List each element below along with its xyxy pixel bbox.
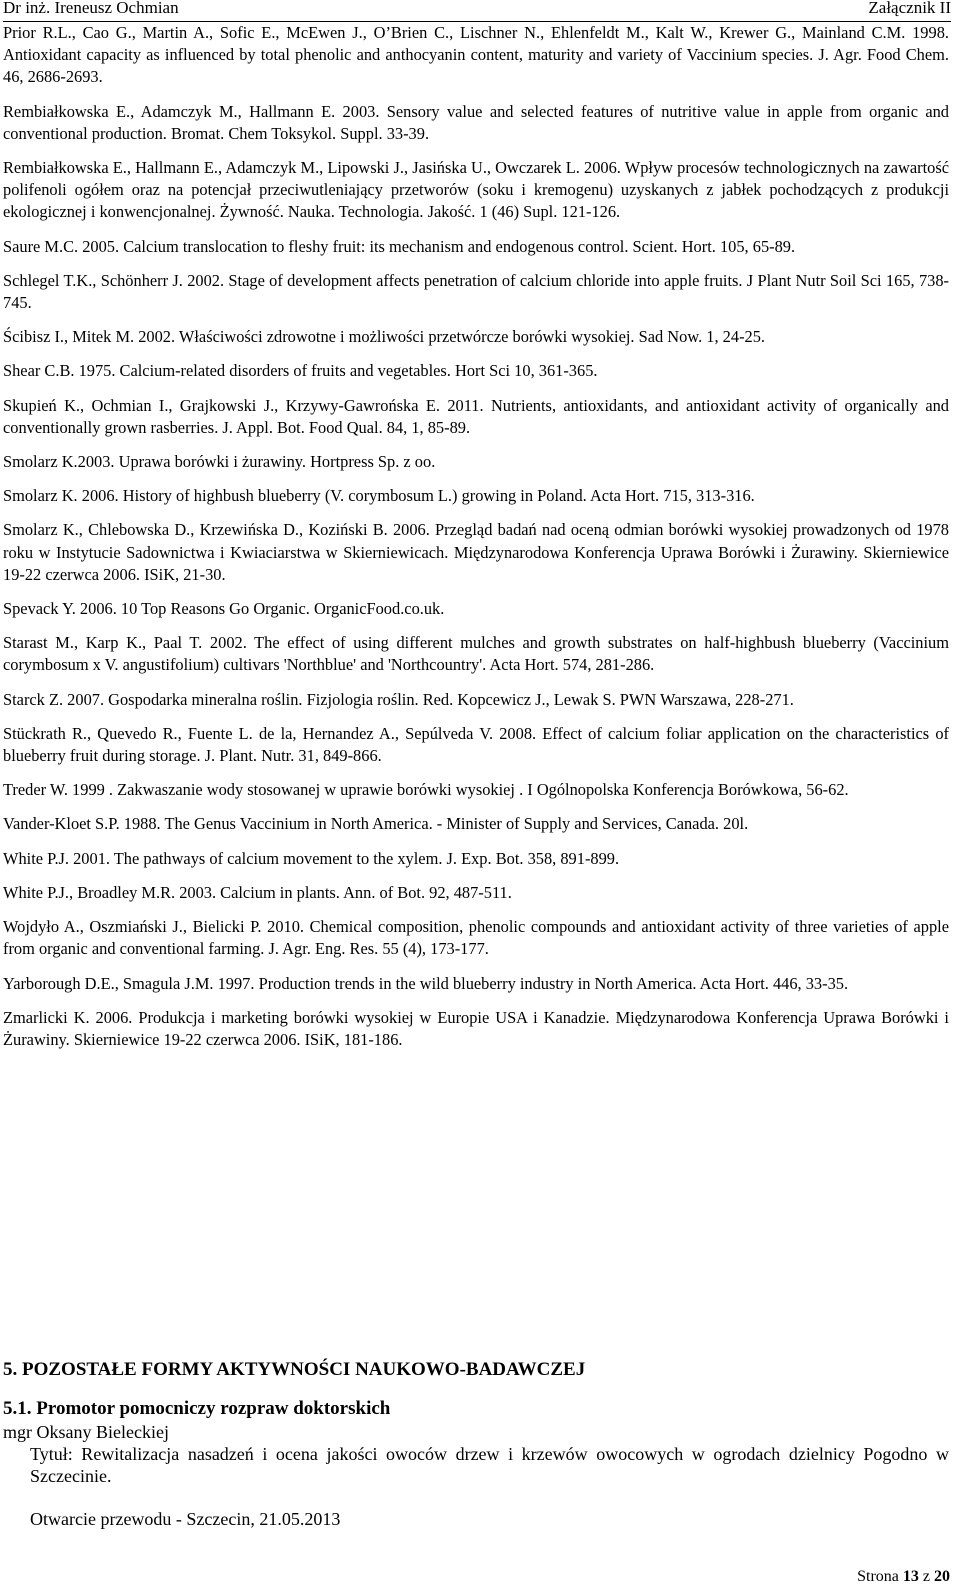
footer-prefix: Strona [857,1568,899,1585]
thesis-title: Tytuł: Rewitalizacja nasadzeń i ocena jakości owoców drzew i krzewów owocowych w ogrodach dzielnicy Pogodno w Szczecinie. [30,1444,949,1486]
reference-entry: Prior R.L., Cao G., Martin A., Sofic E., McEwen J., O’Brien C., Lischner N., Ehlenfeldt M., Kalt W., Krewer G., Mainland C.M. 1998. Antioxidant capacity as influenced by total phenolic and anthocyanin content, maturity and variety of Vaccinium species. J. Agr. Food Chem. 46, 2686-2693. [3,23,949,87]
reference-entry: Starck Z. 2007. Gospodarka mineralna roślin. Fizjologia roślin. Red. Kopcewicz J., Lewak S. PWN Warszawa, 228-271. [3,689,794,709]
reference-entry: Starast M., Karp K., Paal T. 2002. The effect of using different mulches and growth substrates on half-highbush blueberry (Vaccinium corymbosum x V. angustifolium) cultivars 'Northblue' and 'Northcountry'. Acta Hort. 574, 281-286. [3,633,949,675]
header-author: Dr inż. Ireneusz Ochmian [3,0,179,17]
reference-entry: Wojdyło A., Oszmiański J., Bielicki P. 2010. Chemical composition, phenolic compounds and antioxidant activity of three varieties of apple from organic and conventional farming. J. Agr. Eng. Res. 55 (4), 173-177. [3,917,949,959]
reference-entry: Smolarz K., Chlebowska D., Krzewińska D., Koziński B. 2006. Przegląd badań nad oceną odmian borówki wysokiej prowadzonych od 1978 roku w Instytucie Sadownictwa i Kwiaciarstwa w Skierniewicach. Międzynarodowa Konferencja Uprawa Borówki i Żurawiny. Skierniewice 19-22 czerwca 2006. ISiK, 21-30. [3,520,949,584]
reference-entry: White P.J., Broadley M.R. 2003. Calcium in plants. Ann. of Bot. 92, 487-511. [3,882,512,902]
reference-entry: White P.J. 2001. The pathways of calcium movement to the xylem. J. Exp. Bot. 358, 891-899. [3,848,620,868]
reference-entry: Zmarlicki K. 2006. Produkcja i marketing borówki wysokiej w Europie USA i Kanadzie. Międzynarodowa Konferencja Uprawa Borówki i Żurawiny. Skierniewice 19-22 czerwca 2006. ISiK, 181-186. [3,1007,949,1049]
thesis-opening: Otwarcie przewodu - Szczecin, 21.05.2013 [30,1509,341,1529]
reference-entry: Saure M.C. 2005. Calcium translocation to fleshy fruit: its mechanism and endogenous control. Scient. Hort. 105, 65-89. [3,236,796,256]
reference-entry: Shear C.B. 1975. Calcium-related disorders of fruits and vegetables. Hort Sci 10, 361-365. [3,361,598,381]
header-annex: Załącznik II [868,0,951,17]
doctoral-candidate: mgr Oksany Bieleckiej [3,1422,169,1442]
reference-entry: Skupień K., Ochmian I., Grajkowski J., Krzywy-Gawrońska E. 2011. Nutrients, antioxidants, and antioxidant activity of organically and conventionally grown rasberries. J. Appl. Bot. Food Qual. 84, 1, 85-89. [3,395,949,437]
reference-list [3,22,949,1063]
reference-entry: Smolarz K.2003. Uprawa borówki i żurawiny. Hortpress Sp. z oo. [3,452,436,472]
reference-entry: Rembiałkowska E., Hallmann E., Adamczyk M., Lipowski J., Jasińska U., Owczarek L. 2006. Wpływ procesów technologicznych na zawartość polifenoli ogółem oraz na potencjał przeciwutleniający przetworów (soku i kremogenu) uzyskanych z jabłek pochodzących z produkcji ekologicznej i konwencjonalnej. Żywność. Nauka. Technologia. Jakość. 1 (46) Supl. 121-126. [3,158,949,222]
reference-entry: Rembiałkowska E., Adamczyk M., Hallmann E. 2003. Sensory value and selected features of nutritive value in apple from organic and conventional production. Bromat. Chem Toksykol. Suppl. 33-39. [3,101,949,143]
reference-entry: Vander-Kloet S.P. 1988. The Genus Vaccinium in North America. - Minister of Supply and Services, Canada. 20l. [3,814,749,834]
reference-entry: Stückrath R., Quevedo R., Fuente L. de la, Hernandez A., Sepúlveda V. 2008. Effect of calcium foliar application on the characteristics of blueberry fruit during storage. J. Plant. Nutr. 31, 849-866. [3,723,949,766]
section-5-1-heading: 5.1. Promotor pomocniczy rozpraw doktorskich [3,1398,391,1419]
footer-separator: z [922,1568,930,1585]
reference-entry: Treder W. 1999 . Zakwaszanie wody stosowanej w uprawie borówki wysokiej . I Ogólnopolska Konferencja Borówkowa, 56-62. [3,780,849,800]
section-5-heading: 5. POZOSTAŁE FORMY AKTYWNOŚCI NAUKOWO-BADAWCZEJ [3,1359,586,1380]
reference-entry: Schlegel T.K., Schönherr J. 2002. Stage of development affects penetration of calcium chloride into apple fruits. J Plant Nutr Soil Sci 165, 738-745. [3,270,949,313]
page-footer [857,1566,950,1588]
footer-page-number: 13 [902,1568,919,1585]
footer-page-total: 20 [934,1568,950,1585]
reference-entry: Smolarz K. 2006. History of highbush blueberry (V. corymbosum L.) growing in Poland. Acta Hort. 715, 313-316. [3,486,755,506]
reference-entry: Spevack Y. 2006. 10 Top Reasons Go Organic. OrganicFood.co.uk. [3,599,445,619]
reference-entry: Yarborough D.E., Smagula J.M. 1997. Production trends in the wild blueberry industry in North America. Acta Hort. 446, 33-35. [3,973,849,993]
reference-entry: Ścibisz I., Mitek M. 2002. Właściwości zdrowotne i możliwości przetwórcze borówki wysokiej. Sad Now. 1, 24-25. [3,327,766,347]
page-header [3,0,951,19]
